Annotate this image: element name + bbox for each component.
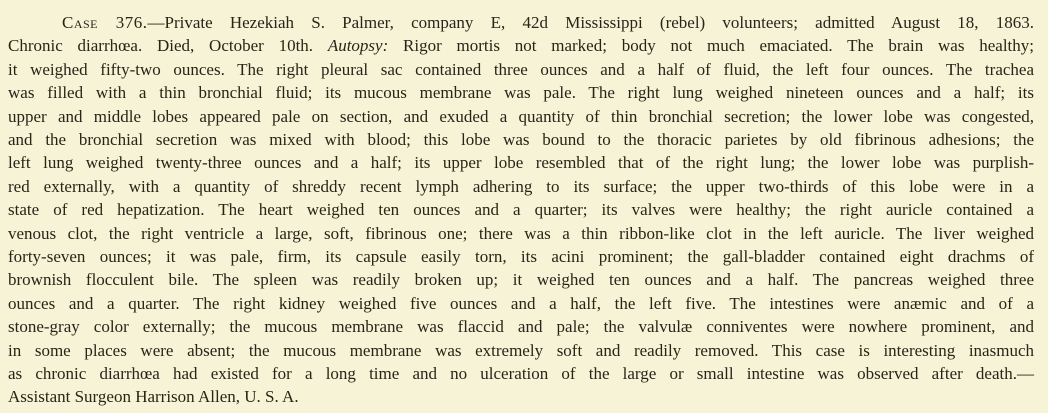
text-line-10: venous clot, the right ventricle a large, soft, fibrinous one; there was a thin ribbon-like clot in the left auricle. The liver weighed bbox=[8, 223, 1034, 243]
autopsy-label: Autopsy: bbox=[327, 36, 389, 56]
text-line-4: was filled with a thin bronchial fluid; its mucous membrane was pale. The right lung weighed nineteen ounces and a half; its bbox=[8, 83, 1034, 103]
text-line-1 bbox=[62, 11, 1034, 35]
text-line-13: ounces and a quarter. The right kidney weighed five ounces and a half, the left five. The intestines were anæmic and of a bbox=[8, 293, 1034, 313]
text-line-14: stone-gray color externally; the mucous membrane was flaccid and pale; the valvulæ conniventes were nowhere prominent, and bbox=[8, 317, 1034, 337]
text-line-11: forty-seven ounces; it was pale, firm, its capsule easily torn, its acini prominent; the gall-bladder contained eight drachms of bbox=[8, 247, 1034, 266]
signature-line: Assistant Surgeon Harrison Allen, U. S. A. bbox=[8, 387, 299, 407]
line-1-text: —Private Hezekiah S. Palmer, company E, 42d Mississippi (rebel) volunteers; admitted August 18, 1863. bbox=[147, 13, 1034, 32]
text-line-3: it weighed fifty-two ounces. The right pleural sac contained three ounces and a half of fluid, the left four ounces. The trachea bbox=[8, 59, 1034, 79]
text-line-5: upper and middle lobes appeared pale on section, and exuded a quantity of thin bronchial secretion; the lower lobe was congested, bbox=[8, 106, 1034, 126]
line-2-pre: Chronic diarrhœa. Died, October 10th. bbox=[8, 36, 328, 56]
text-line-6: and the bronchial secretion was mixed with blood; this lobe was bound to the thoracic parietes by old fibrinous adhesions; the bbox=[8, 130, 1034, 149]
text-line-7: left lung weighed twenty-three ounces and a half; its upper lobe resembled that of the right lung; the lower lobe was purplish- bbox=[8, 153, 1034, 173]
text-line-12: brownish flocculent bile. The spleen was readily broken up; it weighed ten ounces and a half. The pancreas weighed three bbox=[8, 270, 1034, 290]
text-line-15: in some places were absent; the mucous membrane was extremely soft and readily removed. This case is interesting inasmuch bbox=[8, 340, 1034, 360]
line-2-post: Rigor mortis not marked; body not much emaciated. The brain was healthy; bbox=[388, 36, 1034, 56]
text-line-9: state of red hepatization. The heart weighed ten ounces and a quarter; its valves were healthy; the right auricle contained a bbox=[8, 200, 1034, 220]
case-label: Case 376. bbox=[62, 13, 148, 32]
text-line-2 bbox=[8, 34, 1034, 58]
text-line-8: red externally, with a quantity of shreddy recent lymph adhering to its surface; the upper two-thirds of this lobe were in a bbox=[8, 176, 1034, 196]
text-line-16: as chronic diarrhœa had existed for a long time and no ulceration of the large or small intestine was observed after death.— bbox=[8, 364, 1034, 383]
